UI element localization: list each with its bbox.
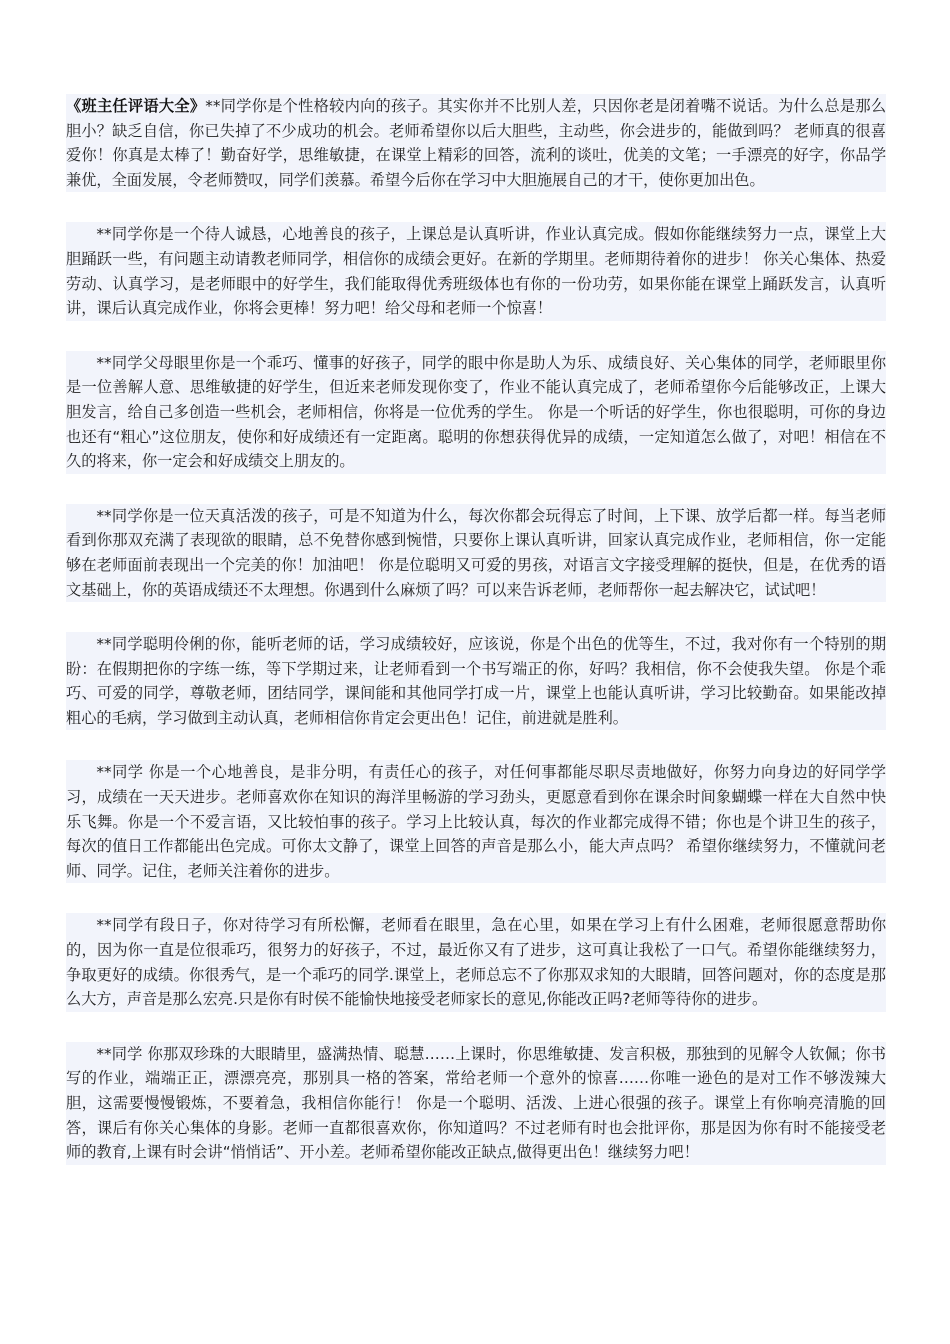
- paragraph-1-text: **同学你是个性格较内向的孩子。其实你并不比别人差，只因你老是闭着嘴不说话。为什么总是那么胆小？缺乏自信，你已失掉了不少成功的机会。老师希望你以后大胆些，主动些，你会进步的，能做到吗？ 老师真的很喜爱你！你真是太棒了！勤奋好学，思维敏捷，在课堂上精彩的回答，流利的谈吐，优美的文笔；一手漂亮的好字，你品学兼优，全面发展，令老师赞叹，同学们羡慕。希望今后你在学习中大胆施展自己的才干，使你更加出色。: [66, 97, 887, 189]
- paragraph-3: **同学父母眼里你是一个乖巧、懂事的好孩子，同学的眼中你是助人为乐、成绩良好、关心集体的同学，老师眼里你是一位善解人意、思维敏捷的好学生，但近来老师发现你变了，作业不能认真完成了，老师希望你今后能够改正，上课大胆发言，给自己多创造一些机会，老师相信，你将是一位优秀的学生。 你是一个听话的好学生，你也很聪明，可你的身边也还有“粗心”这位朋友，使你和好成绩还有一定距离。聪明的你想获得优异的成绩，一定知道怎么做了，对吧！相信在不久的将来，你一定会和好成绩交上朋友的。: [66, 351, 886, 474]
- paragraph-6: **同学 你是一个心地善良，是非分明，有责任心的孩子，对任何事都能尽职尽责地做好，你努力向身边的好同学学习，成绩在一天天进步。老师喜欢你在知识的海洋里畅游的学习劲头，更愿意看到你在课余时间象蝴蝶一样在大自然中快乐飞舞。你是一个不爱言语，又比较怕事的孩子。学习上比较认真，每次的作业都完成得不错；你也是个讲卫生的孩子，每次的值日工作都能出色完成。可你太文静了，课堂上回答的声音是那么小，能大声点吗？ 希望你继续努力，不懂就问老师、同学。记住，老师关注着你的进步。: [66, 760, 886, 883]
- paragraph-4: **同学你是一位天真活泼的孩子，可是不知道为什么，每次你都会玩得忘了时间，上下课、放学后都一样。每当老师看到你那双充满了表现欲的眼睛，总不免替你感到惋惜，只要你上课认真听讲，回家认真完成作业，老师相信，你一定能够在老师面前表现出一个完美的你！加油吧！ 你是位聪明又可爱的男孩，对语言文字接受理解的挺快，但是，在优秀的语文基础上，你的英语成绩还不太理想。你遇到什么麻烦了吗？可以来告诉老师，老师帮你一起去解决它，试试吧！: [66, 504, 886, 602]
- paragraph-8: **同学 你那双珍珠的大眼睛里，盛满热情、聪慧……上课时，你思维敏捷、发言积极，那独到的见解令人钦佩；你书写的作业，端端正正，漂漂亮亮，那别具一格的答案，常给老师一个意外的惊喜……你唯一逊色的是对工作不够泼辣大胆，这需要慢慢锻炼，不要着急，我相信你能行！ 你是一个聪明、活泼、上进心很强的孩子。课堂上有你响亮清脆的回答，课后有你关心集体的身影。老师一直都很喜欢你，你知道吗？不过老师有时也会批评你，那是因为你有时不能接受老师的教育,上课有时会讲“悄悄话”、开小差。老师希望你能改正缺点,做得更出色！继续努力吧！: [66, 1042, 886, 1165]
- document-body: [66, 94, 886, 1195]
- paragraph-5: **同学聪明伶俐的你，能听老师的话，学习成绩较好，应该说，你是个出色的优等生，不过，我对你有一个特别的期盼：在假期把你的字练一练，等下学期过来，让老师看到一个书写端正的你，好吗？我相信，你不会使我失望。 你是个乖巧、可爱的同学，尊敬老师，团结同学，课间能和其他同学打成一片，课堂上也能认真听讲，学习比较勤奋。如果能改掉粗心的毛病，学习做到主动认真，老师相信你肯定会更出色！记住，前进就是胜利。: [66, 632, 886, 730]
- paragraph-1: [66, 94, 886, 192]
- document-title: 《班主任评语大全》: [66, 97, 206, 115]
- paragraph-7: **同学有段日子，你对待学习有所松懈，老师看在眼里，急在心里，如果在学习上有什么困难，老师很愿意帮助你的，因为你一直是位很乖巧，很努力的好孩子，不过，最近你又有了进步，这可真让我松了一口气。希望你能继续努力，争取更好的成绩。你很秀气，是一个乖巧的同学.课堂上，老师总忘不了你那双求知的大眼睛，回答问题对，你的态度是那么大方，声音是那么宏亮.只是你有时侯不能愉快地接受老师家长的意见,你能改正吗?老师等待你的进步。: [66, 913, 886, 1011]
- paragraph-2: **同学你是一个待人诚恳，心地善良的孩子，上课总是认真听讲，作业认真完成。假如你能继续努力一点，课堂上大胆踊跃一些，有问题主动请教老师同学，相信你的成绩会更好。在新的学期里。老师期待着你的进步！ 你关心集体、热爱劳动、认真学习，是老师眼中的好学生，我们能取得优秀班级体也有你的一份功劳，如果你能在课堂上踊跃发言，认真听讲，课后认真完成作业，你将会更棒！努力吧！给父母和老师一个惊喜！: [66, 222, 886, 320]
